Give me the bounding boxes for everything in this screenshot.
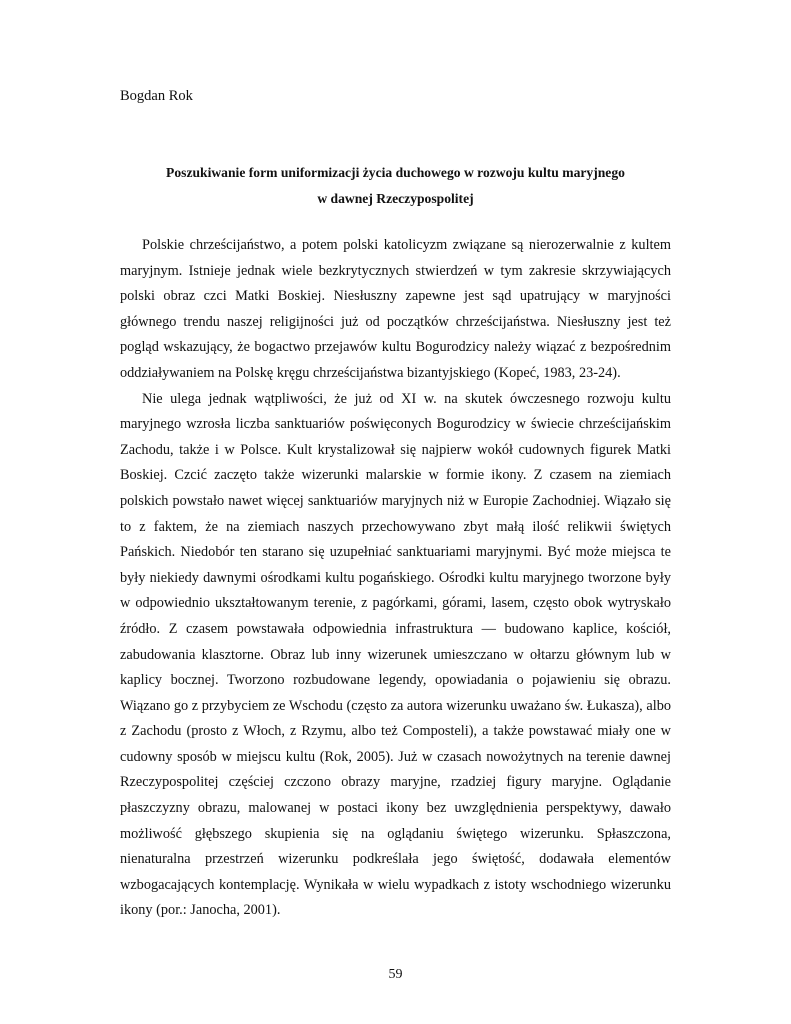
page-number: 59 xyxy=(388,967,403,982)
article-title xyxy=(120,160,671,212)
body-paragraph-1: Polskie chrześcijaństwo, a potem polski katolicyzm związane są nierozerwalnie z kultem maryjnym. Istnieje jednak wiele bezkrytycznych stwierdzeń w tym zakresie skrzywiających polski obraz czci Matki Boskiej. Niesłuszny zapewne jest sąd upatrujący w maryjności głównego trendu naszej religijności już od początków chrześcijaństwa. Niesłuszny jest też pogląd wskazujący, że bogactwo przejawów kultu Bogurodzicy należy wiązać z bezpośrednim oddziaływaniem na Polskę kręgu chrześcijaństwa bizantyjskiego (Kopeć, 1983, 23-24). xyxy=(120,237,671,381)
title-line-2: w dawnej Rzeczypospolitej xyxy=(317,191,474,206)
author-name: Bogdan Rok xyxy=(120,88,193,104)
body-paragraph-2: Nie ulega jednak wątpliwości, że już od XI w. na skutek ówczesnego rozwoju kultu maryjnego wzrosła liczba sanktuariów poświęconych Bogurodzicy w świecie chrześcijańskim Zachodu, także i w Polsce. Kult krystalizował się najpierw wokół cudownych figurek Matki Boskiej. Czcić zaczęto także wizerunki malarskie w formie ikony. Z czasem na ziemiach polskich powstało nawet więcej sanktuariów maryjnych niż w Europie Zachodniej. Wiązało się to z faktem, że na ziemiach naszych przechowywano zbyt małą ilość relikwii świętych Pańskich. Niedobór ten starano się uzupełniać sanktuariami maryjnymi. Być może miejsca te były niekiedy dawnymi ośrodkami kultu pogańskiego. Ośrodki kultu maryjnego tworzone były w odpowiednio ukształtowanym terenie, z pagórkami, górami, lasem, często obok wytryskało źródło. Z czasem powstawała odpowiednia infrastruktura — budowano kaplice, kościół, zabudowania klasztorne. Obraz lub inny wizerunek umieszczano w ołtarzu głównym lub w kaplicy bocznej. Tworzono rozbudowane legendy, opowiadania o pojawieniu się obrazu. Wiązano go z przybyciem ze Wschodu (często za autora wizerunku uważano św. Łukasza), albo z Zachodu (prosto z Włoch, z Rzymu, albo też Composteli), a także powstawać miały one w cudowny sposób w miejscu kultu (Rok, 2005). Już w czasach nowożytnych na terenie dawnej Rzeczypospolitej częściej czczono obrazy maryjne, rzadziej figury maryjne. Oglądanie płaszczyzny obrazu, malowanej w postaci ikony bez uwzględnienia perspektywy, dawało możliwość głębszego skupienia się na oglądaniu świętego wizerunku. Spłaszczona, nienaturalna przestrzeń wizerunku podkreślała jego świętość, dodawała elementów wzbogacających kontemplację. Wynikała w wielu wypadkach z istoty wschodniego wizerunku ikony (por.: Janocha, 2001). xyxy=(120,390,671,919)
article-body xyxy=(120,233,671,924)
title-line-1: Poszukiwanie form uniformizacji życia duchowego w rozwoju kultu maryjnego xyxy=(166,165,625,180)
